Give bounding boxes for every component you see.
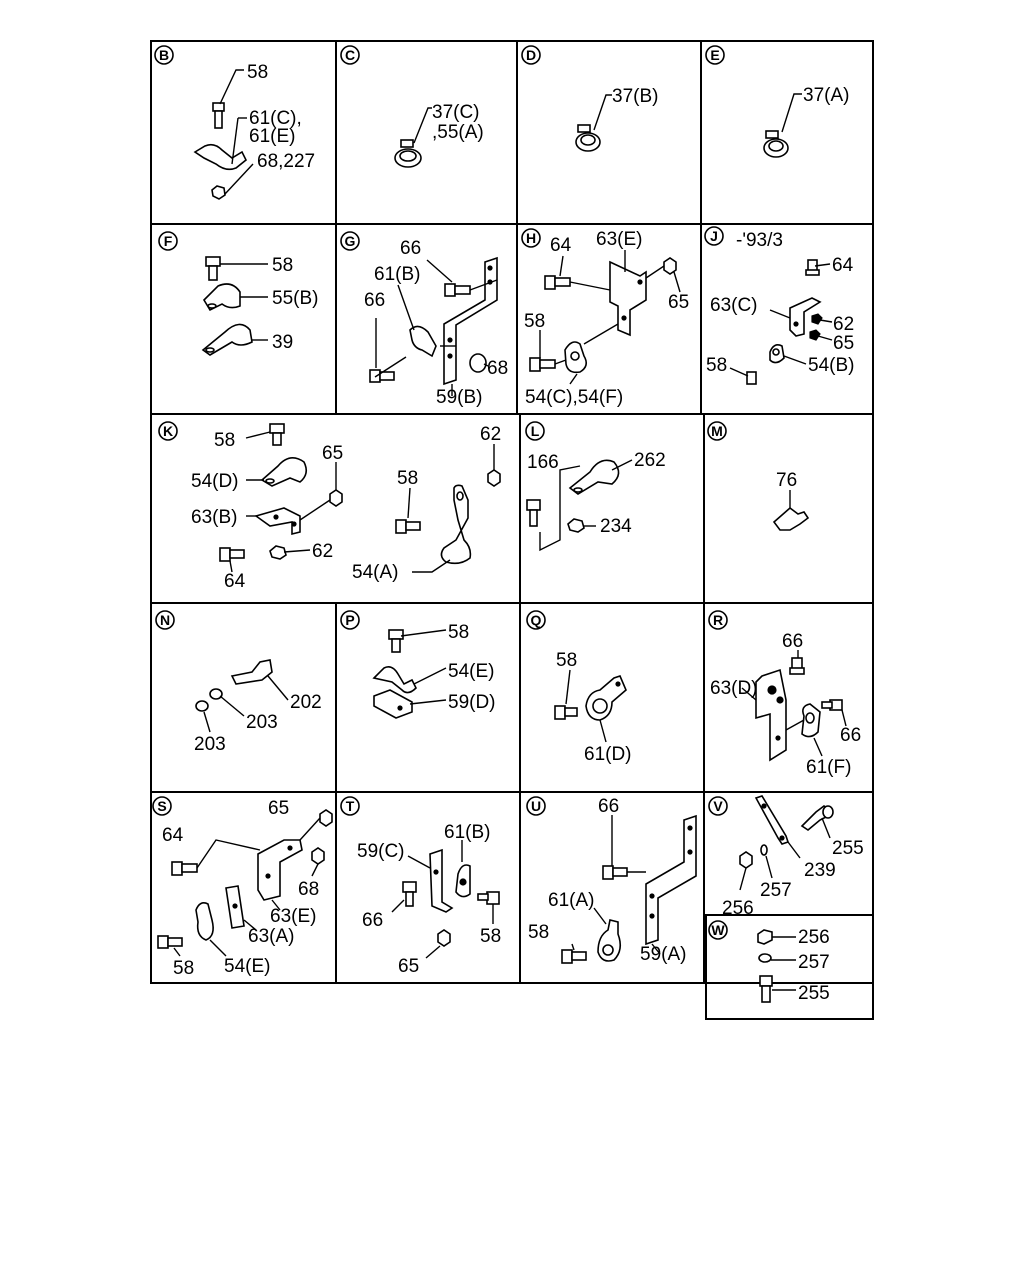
panel-f-letter: F: [163, 233, 173, 249]
label-76: 76: [776, 470, 798, 491]
label-58: 58: [524, 311, 546, 332]
label-61d: 61(D): [584, 744, 632, 765]
label-58-b: 58: [397, 468, 419, 489]
label-65: 65: [668, 292, 690, 313]
label-37a: 37(A): [803, 85, 850, 106]
label-66-top: 66: [782, 631, 804, 652]
label-58: 58: [272, 255, 294, 276]
label-61a: 61(A): [548, 890, 595, 911]
label-58: 58: [173, 958, 195, 979]
label-63d: 63(D): [710, 678, 758, 699]
label-166: 166: [527, 452, 559, 473]
panel-u-letter: U: [530, 798, 542, 814]
panel-p-letter: P: [345, 612, 355, 628]
panel-j: [705, 227, 854, 384]
label-61b: 61(B): [444, 822, 491, 843]
label-66: 66: [598, 796, 620, 817]
label-date: -'93/3: [736, 230, 783, 251]
label-54e: 54(E): [448, 661, 495, 682]
label-68: 68: [487, 358, 509, 379]
panel-e: [706, 46, 849, 157]
label-61c: 61(C),: [249, 108, 302, 129]
panel-t-letter: T: [345, 798, 355, 814]
label-54c-54f: 54(C),54(F): [525, 387, 624, 408]
label-63e: 63(E): [270, 906, 317, 927]
label-66: 66: [362, 910, 384, 931]
label-61f: 61(F): [806, 757, 852, 778]
label-63e: 63(E): [596, 229, 643, 250]
panel-m: [708, 422, 808, 530]
label-58: 58: [448, 622, 470, 643]
label-64: 64: [162, 825, 184, 846]
label-68: 68: [298, 879, 320, 900]
label-54b: 54(B): [808, 355, 855, 376]
label-257: 257: [760, 880, 792, 901]
label-234: 234: [600, 516, 632, 537]
label-203-left: 203: [194, 734, 226, 755]
label-63b: 63(B): [191, 507, 238, 528]
panel-g-letter: G: [344, 233, 356, 249]
label-64: 64: [550, 235, 572, 256]
label-59a: 59(A): [640, 944, 687, 965]
label-63a: 63(A): [248, 926, 295, 947]
label-257: 257: [798, 952, 830, 973]
label-255: 255: [798, 983, 830, 1004]
label-65: 65: [833, 333, 855, 354]
panel-w-letter: W: [711, 922, 725, 938]
label-55b: 55(B): [272, 288, 319, 309]
label-54d: 54(D): [191, 471, 239, 492]
panel-w: [709, 921, 830, 1004]
label-58: 58: [528, 922, 550, 943]
panel-c-letter: C: [344, 47, 356, 63]
panel-n: [156, 611, 322, 755]
panel-d-letter: D: [525, 47, 537, 63]
panel-h: [522, 229, 689, 408]
panel-r-letter: R: [712, 612, 724, 628]
label-66-left: 66: [364, 290, 386, 311]
panel-j-letter: J: [710, 228, 718, 244]
panel-q-letter: Q: [530, 612, 542, 628]
label-54a: 54(A): [352, 562, 399, 583]
label-37c: 37(C): [432, 102, 480, 123]
label-39: 39: [272, 332, 294, 353]
label-62: 62: [833, 314, 855, 335]
label-255: 255: [832, 838, 864, 859]
panel-h-letter: H: [525, 230, 537, 246]
panel-v: [709, 796, 864, 919]
panel-p: [341, 611, 496, 718]
panel-b: [155, 46, 315, 199]
panel-l: [526, 422, 666, 550]
panel-m-letter: M: [711, 423, 723, 439]
label-65: 65: [268, 798, 290, 819]
label-58: 58: [706, 355, 728, 376]
label-58-a: 58: [214, 430, 236, 451]
label-58: 58: [247, 62, 269, 83]
panel-g: [341, 232, 508, 408]
label-202: 202: [290, 692, 322, 713]
panel-r: [709, 611, 861, 778]
label-58: 58: [480, 926, 502, 947]
label-64: 64: [832, 255, 854, 276]
panel-t: [341, 797, 501, 977]
label-62-b: 62: [480, 424, 502, 445]
panel-v-letter: V: [713, 798, 723, 814]
label-59d: 59(D): [448, 692, 496, 713]
label-55a: ,55(A): [432, 122, 484, 143]
label-65: 65: [398, 956, 420, 977]
panel-q: [527, 611, 632, 765]
label-66-right: 66: [840, 725, 862, 746]
panel-e-letter: E: [710, 47, 720, 63]
label-61b: 61(B): [374, 264, 421, 285]
label-64: 64: [224, 571, 246, 592]
panel-n-letter: N: [159, 612, 171, 628]
panel-f: [159, 232, 318, 355]
panel-c: [341, 46, 484, 167]
panel-s: [153, 797, 332, 979]
label-58: 58: [556, 650, 578, 671]
panel-b-letter: B: [158, 47, 170, 63]
label-239: 239: [804, 860, 836, 881]
panel-k: [159, 422, 501, 592]
panel-k-letter: K: [162, 423, 174, 439]
panel-s-letter: S: [157, 798, 167, 814]
label-68-227: 68,227: [257, 151, 316, 172]
label-59b: 59(B): [436, 387, 483, 408]
label-54e: 54(E): [224, 956, 271, 977]
panel-l-letter: L: [530, 423, 540, 439]
label-59c: 59(C): [357, 841, 405, 862]
label-256: 256: [798, 927, 830, 948]
label-256: 256: [722, 898, 754, 919]
panel-d: [522, 46, 658, 151]
label-262: 262: [634, 450, 666, 471]
label-65: 65: [322, 443, 344, 464]
label-61e: 61(E): [249, 126, 296, 147]
label-62-a: 62: [312, 541, 334, 562]
label-203-right: 203: [246, 712, 278, 733]
panel-u: [527, 796, 696, 965]
label-66-top: 66: [400, 238, 422, 259]
label-37b: 37(B): [612, 86, 659, 107]
label-63c: 63(C): [710, 295, 758, 316]
